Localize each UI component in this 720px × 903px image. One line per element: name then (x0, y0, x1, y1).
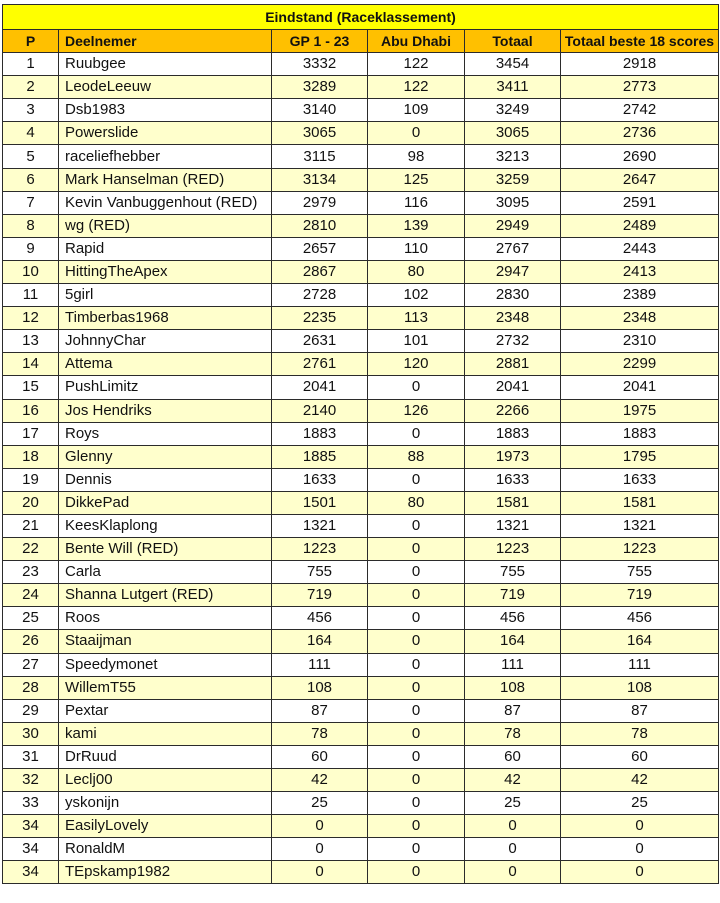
table-row (3, 260, 719, 283)
cell-total: 3065 (465, 122, 561, 145)
cell-total: 1883 (465, 422, 561, 445)
table-row (3, 53, 719, 76)
table-row (3, 491, 719, 514)
cell-best-18: 2443 (561, 237, 719, 260)
cell-abu-dhabi: 0 (368, 676, 465, 699)
cell-gp: 60 (272, 745, 368, 768)
cell-best-18: 108 (561, 676, 719, 699)
cell-participant: HittingTheApex (59, 260, 272, 283)
cell-gp: 719 (272, 584, 368, 607)
table-row (3, 561, 719, 584)
cell-best-18: 78 (561, 722, 719, 745)
table-row (3, 237, 719, 260)
cell-abu-dhabi: 0 (368, 815, 465, 838)
cell-position: 23 (3, 561, 59, 584)
cell-best-18: 2773 (561, 76, 719, 99)
cell-abu-dhabi: 120 (368, 353, 465, 376)
cell-best-18: 25 (561, 792, 719, 815)
cell-best-18: 2647 (561, 168, 719, 191)
cell-gp: 2979 (272, 191, 368, 214)
header-participant: Deelnemer (59, 30, 272, 53)
cell-participant: yskonijn (59, 792, 272, 815)
table-row (3, 607, 719, 630)
header-row (3, 30, 719, 53)
table-row (3, 468, 719, 491)
cell-position: 13 (3, 330, 59, 353)
cell-gp: 164 (272, 630, 368, 653)
cell-total: 2348 (465, 307, 561, 330)
cell-participant: EasilyLovely (59, 815, 272, 838)
cell-position: 8 (3, 214, 59, 237)
cell-best-18: 2591 (561, 191, 719, 214)
cell-position: 22 (3, 538, 59, 561)
cell-participant: Ruubgee (59, 53, 272, 76)
cell-participant: Speedymonet (59, 653, 272, 676)
cell-best-18: 60 (561, 745, 719, 768)
cell-total: 2949 (465, 214, 561, 237)
cell-gp: 2810 (272, 214, 368, 237)
cell-participant: TEpskamp1982 (59, 861, 272, 884)
cell-position: 9 (3, 237, 59, 260)
table-row (3, 838, 719, 861)
cell-total: 2767 (465, 237, 561, 260)
cell-abu-dhabi: 139 (368, 214, 465, 237)
cell-participant: Bente Will (RED) (59, 538, 272, 561)
cell-total: 87 (465, 699, 561, 722)
cell-abu-dhabi: 102 (368, 284, 465, 307)
cell-abu-dhabi: 88 (368, 445, 465, 468)
cell-gp: 0 (272, 861, 368, 884)
cell-abu-dhabi: 0 (368, 699, 465, 722)
cell-best-18: 456 (561, 607, 719, 630)
cell-abu-dhabi: 80 (368, 491, 465, 514)
cell-gp: 3140 (272, 99, 368, 122)
table-row (3, 145, 719, 168)
cell-position: 16 (3, 399, 59, 422)
cell-total: 2830 (465, 284, 561, 307)
cell-best-18: 1883 (561, 422, 719, 445)
cell-gp: 456 (272, 607, 368, 630)
cell-participant: DikkePad (59, 491, 272, 514)
header-best-18: Totaal beste 18 scores (561, 30, 719, 53)
header-abu-dhabi: Abu Dhabi (368, 30, 465, 53)
table-row (3, 214, 719, 237)
cell-position: 34 (3, 861, 59, 884)
cell-participant: Kevin Vanbuggenhout (RED) (59, 191, 272, 214)
cell-total: 1223 (465, 538, 561, 561)
cell-abu-dhabi: 126 (368, 399, 465, 422)
cell-gp: 1501 (272, 491, 368, 514)
cell-position: 19 (3, 468, 59, 491)
cell-abu-dhabi: 0 (368, 422, 465, 445)
cell-gp: 1633 (272, 468, 368, 491)
cell-position: 17 (3, 422, 59, 445)
cell-total: 3249 (465, 99, 561, 122)
cell-best-18: 2310 (561, 330, 719, 353)
cell-best-18: 755 (561, 561, 719, 584)
cell-best-18: 2918 (561, 53, 719, 76)
cell-position: 3 (3, 99, 59, 122)
cell-best-18: 2299 (561, 353, 719, 376)
cell-position: 2 (3, 76, 59, 99)
cell-participant: 5girl (59, 284, 272, 307)
table-row (3, 722, 719, 745)
cell-position: 24 (3, 584, 59, 607)
cell-abu-dhabi: 0 (368, 376, 465, 399)
cell-participant: WillemT55 (59, 676, 272, 699)
cell-total: 1581 (465, 491, 561, 514)
cell-abu-dhabi: 0 (368, 584, 465, 607)
cell-best-18: 719 (561, 584, 719, 607)
table-row (3, 353, 719, 376)
cell-gp: 108 (272, 676, 368, 699)
cell-gp: 87 (272, 699, 368, 722)
cell-participant: LeodeLeeuw (59, 76, 272, 99)
cell-gp: 0 (272, 838, 368, 861)
cell-participant: KeesKlaplong (59, 514, 272, 537)
cell-best-18: 1321 (561, 514, 719, 537)
table-row (3, 630, 719, 653)
cell-position: 20 (3, 491, 59, 514)
table-row (3, 445, 719, 468)
cell-participant: Dsb1983 (59, 99, 272, 122)
cell-abu-dhabi: 98 (368, 145, 465, 168)
standings-sheet (2, 4, 718, 884)
cell-best-18: 1795 (561, 445, 719, 468)
table-row (3, 514, 719, 537)
cell-abu-dhabi: 116 (368, 191, 465, 214)
cell-abu-dhabi: 110 (368, 237, 465, 260)
cell-best-18: 2736 (561, 122, 719, 145)
cell-gp: 2041 (272, 376, 368, 399)
cell-position: 12 (3, 307, 59, 330)
cell-gp: 2867 (272, 260, 368, 283)
cell-total: 2947 (465, 260, 561, 283)
cell-best-18: 1633 (561, 468, 719, 491)
table-row (3, 815, 719, 838)
cell-best-18: 2041 (561, 376, 719, 399)
cell-participant: Leclj00 (59, 769, 272, 792)
cell-participant: wg (RED) (59, 214, 272, 237)
table-row (3, 584, 719, 607)
cell-abu-dhabi: 0 (368, 838, 465, 861)
cell-total: 60 (465, 745, 561, 768)
cell-abu-dhabi: 0 (368, 792, 465, 815)
cell-position: 10 (3, 260, 59, 283)
cell-participant: Staaijman (59, 630, 272, 653)
cell-participant: Roys (59, 422, 272, 445)
cell-gp: 42 (272, 769, 368, 792)
cell-position: 26 (3, 630, 59, 653)
table-row (3, 191, 719, 214)
cell-abu-dhabi: 0 (368, 561, 465, 584)
cell-gp: 1883 (272, 422, 368, 445)
cell-position: 5 (3, 145, 59, 168)
standings-body (3, 53, 719, 884)
cell-total: 2266 (465, 399, 561, 422)
cell-abu-dhabi: 0 (368, 769, 465, 792)
cell-gp: 1885 (272, 445, 368, 468)
cell-total: 0 (465, 838, 561, 861)
cell-total: 0 (465, 815, 561, 838)
table-row (3, 399, 719, 422)
table-row (3, 376, 719, 399)
cell-position: 18 (3, 445, 59, 468)
cell-position: 28 (3, 676, 59, 699)
cell-abu-dhabi: 101 (368, 330, 465, 353)
cell-position: 11 (3, 284, 59, 307)
cell-abu-dhabi: 125 (368, 168, 465, 191)
cell-gp: 2631 (272, 330, 368, 353)
table-row (3, 76, 719, 99)
cell-abu-dhabi: 122 (368, 53, 465, 76)
cell-gp: 111 (272, 653, 368, 676)
cell-total: 3454 (465, 53, 561, 76)
cell-total: 1633 (465, 468, 561, 491)
table-row (3, 676, 719, 699)
cell-best-18: 111 (561, 653, 719, 676)
cell-participant: Roos (59, 607, 272, 630)
cell-abu-dhabi: 0 (368, 538, 465, 561)
table-row (3, 792, 719, 815)
cell-best-18: 0 (561, 838, 719, 861)
cell-participant: Powerslide (59, 122, 272, 145)
cell-best-18: 87 (561, 699, 719, 722)
cell-participant: raceliefhebber (59, 145, 272, 168)
cell-total: 2732 (465, 330, 561, 353)
table-row (3, 122, 719, 145)
cell-gp: 1223 (272, 538, 368, 561)
cell-gp: 2728 (272, 284, 368, 307)
cell-best-18: 1975 (561, 399, 719, 422)
table-row (3, 861, 719, 884)
cell-position: 30 (3, 722, 59, 745)
cell-position: 15 (3, 376, 59, 399)
cell-total: 1321 (465, 514, 561, 537)
cell-participant: PushLimitz (59, 376, 272, 399)
cell-position: 31 (3, 745, 59, 768)
cell-position: 1 (3, 53, 59, 76)
cell-total: 2041 (465, 376, 561, 399)
standings-table (2, 4, 719, 884)
cell-position: 33 (3, 792, 59, 815)
cell-gp: 3332 (272, 53, 368, 76)
cell-gp: 25 (272, 792, 368, 815)
table-row (3, 307, 719, 330)
cell-gp: 3134 (272, 168, 368, 191)
cell-participant: JohnnyChar (59, 330, 272, 353)
table-row (3, 330, 719, 353)
cell-participant: Rapid (59, 237, 272, 260)
cell-gp: 2235 (272, 307, 368, 330)
cell-total: 111 (465, 653, 561, 676)
cell-best-18: 2489 (561, 214, 719, 237)
header-position: P (3, 30, 59, 53)
cell-best-18: 0 (561, 815, 719, 838)
cell-position: 27 (3, 653, 59, 676)
cell-best-18: 2742 (561, 99, 719, 122)
cell-participant: Jos Hendriks (59, 399, 272, 422)
cell-total: 42 (465, 769, 561, 792)
cell-abu-dhabi: 0 (368, 630, 465, 653)
cell-best-18: 1581 (561, 491, 719, 514)
cell-total: 3259 (465, 168, 561, 191)
cell-total: 108 (465, 676, 561, 699)
table-row (3, 745, 719, 768)
cell-position: 7 (3, 191, 59, 214)
cell-abu-dhabi: 80 (368, 260, 465, 283)
table-row (3, 653, 719, 676)
title-row (3, 5, 719, 30)
header-gp: GP 1 - 23 (272, 30, 368, 53)
cell-best-18: 2389 (561, 284, 719, 307)
cell-abu-dhabi: 0 (368, 514, 465, 537)
cell-position: 25 (3, 607, 59, 630)
cell-total: 755 (465, 561, 561, 584)
cell-best-18: 1223 (561, 538, 719, 561)
cell-best-18: 2348 (561, 307, 719, 330)
cell-gp: 2657 (272, 237, 368, 260)
cell-abu-dhabi: 109 (368, 99, 465, 122)
cell-position: 32 (3, 769, 59, 792)
cell-position: 4 (3, 122, 59, 145)
cell-participant: Pextar (59, 699, 272, 722)
cell-abu-dhabi: 0 (368, 468, 465, 491)
cell-gp: 3115 (272, 145, 368, 168)
cell-abu-dhabi: 0 (368, 745, 465, 768)
table-row (3, 422, 719, 445)
cell-abu-dhabi: 0 (368, 653, 465, 676)
cell-abu-dhabi: 122 (368, 76, 465, 99)
header-total: Totaal (465, 30, 561, 53)
table-row (3, 699, 719, 722)
cell-participant: Dennis (59, 468, 272, 491)
cell-total: 78 (465, 722, 561, 745)
cell-gp: 2140 (272, 399, 368, 422)
cell-participant: Mark Hanselman (RED) (59, 168, 272, 191)
cell-gp: 2761 (272, 353, 368, 376)
cell-participant: Carla (59, 561, 272, 584)
cell-gp: 3289 (272, 76, 368, 99)
cell-total: 164 (465, 630, 561, 653)
cell-gp: 0 (272, 815, 368, 838)
cell-best-18: 2690 (561, 145, 719, 168)
cell-abu-dhabi: 0 (368, 607, 465, 630)
cell-total: 25 (465, 792, 561, 815)
cell-best-18: 164 (561, 630, 719, 653)
cell-abu-dhabi: 0 (368, 122, 465, 145)
cell-abu-dhabi: 0 (368, 861, 465, 884)
cell-total: 456 (465, 607, 561, 630)
cell-best-18: 0 (561, 861, 719, 884)
cell-total: 3095 (465, 191, 561, 214)
cell-total: 2881 (465, 353, 561, 376)
cell-participant: Glenny (59, 445, 272, 468)
cell-total: 719 (465, 584, 561, 607)
cell-participant: kami (59, 722, 272, 745)
cell-position: 14 (3, 353, 59, 376)
cell-position: 29 (3, 699, 59, 722)
cell-total: 0 (465, 861, 561, 884)
table-title: Eindstand (Raceklassement) (3, 5, 719, 30)
cell-participant: RonaldM (59, 838, 272, 861)
cell-best-18: 42 (561, 769, 719, 792)
cell-gp: 78 (272, 722, 368, 745)
table-row (3, 99, 719, 122)
cell-gp: 755 (272, 561, 368, 584)
cell-gp: 3065 (272, 122, 368, 145)
cell-best-18: 2413 (561, 260, 719, 283)
cell-position: 6 (3, 168, 59, 191)
cell-participant: Timberbas1968 (59, 307, 272, 330)
cell-position: 34 (3, 838, 59, 861)
cell-gp: 1321 (272, 514, 368, 537)
cell-position: 34 (3, 815, 59, 838)
cell-total: 3411 (465, 76, 561, 99)
cell-position: 21 (3, 514, 59, 537)
table-row (3, 769, 719, 792)
cell-abu-dhabi: 113 (368, 307, 465, 330)
cell-total: 1973 (465, 445, 561, 468)
cell-participant: Shanna Lutgert (RED) (59, 584, 272, 607)
table-row (3, 168, 719, 191)
table-row (3, 284, 719, 307)
cell-abu-dhabi: 0 (368, 722, 465, 745)
cell-participant: Attema (59, 353, 272, 376)
table-row (3, 538, 719, 561)
cell-total: 3213 (465, 145, 561, 168)
cell-participant: DrRuud (59, 745, 272, 768)
